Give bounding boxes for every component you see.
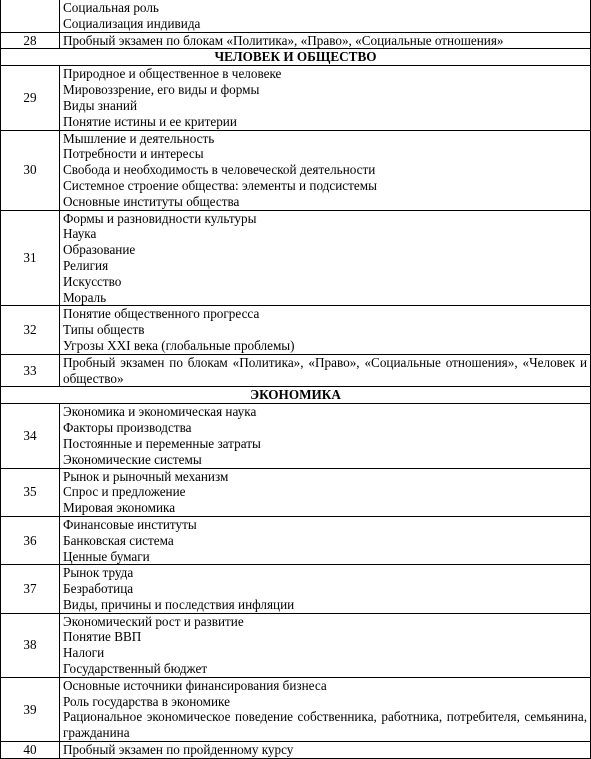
curriculum-table-body — [1, 0, 591, 758]
lesson-row — [1, 130, 591, 210]
topic-item: Религия — [63, 257, 109, 273]
lesson-row — [1, 516, 591, 564]
topic-item: Потребности и интересы — [63, 146, 204, 162]
topic-item: Основные институты общества — [63, 193, 240, 209]
topic-item: Понятие общественного прогресса — [63, 306, 260, 322]
lesson-number: 37 — [1, 565, 60, 613]
topic-item: Типы обществ — [63, 322, 145, 338]
topic-item: Системное строение общества: элементы и подсистемы — [63, 177, 377, 193]
topic-item: Роль государства в экономике — [63, 693, 230, 709]
topic-item: Экономический рост и развитие — [63, 613, 244, 629]
lesson-row — [1, 742, 591, 759]
topic-item: Понятие истины и ее критерии — [63, 113, 237, 129]
topic-item: Пробный экзамен по блокам «Политика», «Право», «Социальные отношения» — [63, 32, 504, 48]
lesson-row — [1, 0, 591, 32]
lesson-number: 30 — [1, 130, 60, 210]
topic-item: Экономические системы — [63, 451, 202, 467]
lesson-topics — [60, 32, 591, 49]
lesson-row — [1, 210, 591, 306]
lesson-row — [1, 66, 591, 130]
lesson-number: 32 — [1, 306, 60, 354]
topic-item: Наука — [63, 226, 97, 242]
section-header-row — [1, 49, 591, 66]
topic-item: Формы и разновидности культуры — [63, 210, 257, 226]
topic-item: Образование — [63, 242, 136, 258]
topic-item: Безработица — [63, 581, 134, 597]
topic-item: Мировая экономика — [63, 500, 176, 516]
lesson-number: 33 — [1, 354, 60, 387]
lesson-topics — [60, 613, 591, 677]
topic-item: Пробный экзамен по блокам «Политика», «Право», «Социальные отношения», «Человек и общество» — [63, 354, 587, 386]
lesson-topics — [60, 354, 591, 387]
lesson-topics — [60, 0, 591, 32]
topic-item: Спрос и предложение — [63, 484, 186, 500]
lesson-topics — [60, 565, 591, 613]
topic-item: Виды, причины и последствия инфляции — [63, 596, 295, 612]
section-header-row — [1, 387, 591, 404]
topic-item: Основные источники финансирования бизнеса — [63, 677, 327, 693]
section-title: ЭКОНОМИКА — [1, 387, 591, 404]
topic-item: Финансовые институты — [63, 516, 197, 532]
lesson-row — [1, 404, 591, 468]
lesson-number: 31 — [1, 210, 60, 306]
topic-item: Природное и общественное в человеке — [63, 66, 282, 82]
topic-item: Пробный экзамен по пройденному курсу — [63, 742, 294, 758]
topic-item: Мировоззрение, его виды и формы — [63, 82, 260, 98]
lesson-topics — [60, 306, 591, 354]
topic-item: Угрозы XXI века (глобальные проблемы) — [63, 337, 295, 353]
topic-item: Понятие ВВП — [63, 629, 142, 645]
topic-item: Ценные бумаги — [63, 548, 150, 564]
topic-item: Социальная роль — [63, 0, 159, 15]
lesson-row — [1, 32, 591, 49]
lesson-row — [1, 354, 591, 387]
topic-item: Мышление и деятельность — [63, 130, 215, 146]
lesson-row — [1, 613, 591, 677]
lesson-topics — [60, 404, 591, 468]
topic-item: Государственный бюджет — [63, 661, 208, 677]
lesson-row — [1, 468, 591, 516]
lesson-number: 39 — [1, 677, 60, 741]
lesson-topics — [60, 468, 591, 516]
lesson-number: 29 — [1, 66, 60, 130]
topic-item: Экономика и экономическая наука — [63, 404, 257, 420]
lesson-number: 28 — [1, 32, 60, 49]
lesson-number: 36 — [1, 516, 60, 564]
section-title: ЧЕЛОВЕК И ОБЩЕСТВО — [1, 49, 591, 66]
topic-item: Искусство — [63, 273, 122, 289]
topic-item: Факторы производства — [63, 420, 192, 436]
lesson-number: 34 — [1, 404, 60, 468]
topic-item: Рынок труда — [63, 565, 134, 581]
lesson-row — [1, 677, 591, 741]
lesson-row — [1, 565, 591, 613]
topic-item: Налоги — [63, 645, 105, 661]
lesson-topics — [60, 66, 591, 130]
lesson-topics — [60, 516, 591, 564]
topic-item: Мораль — [63, 289, 107, 305]
topic-item: Банковская система — [63, 532, 174, 548]
lesson-topics — [60, 130, 591, 210]
topic-item: Рынок и рыночный механизм — [63, 468, 229, 484]
lesson-topics — [60, 677, 591, 741]
lesson-number: 38 — [1, 613, 60, 677]
topic-item: Рациональное экономическое поведение собственника, работника, потребителя, семьянина, гражданина — [63, 709, 587, 741]
topic-item: Социализация индивида — [63, 15, 201, 31]
lesson-number: 35 — [1, 468, 60, 516]
lesson-topics — [60, 742, 591, 759]
topic-item: Свобода и необходимость в человеческой деятельности — [63, 162, 376, 178]
topic-item: Виды знаний — [63, 97, 138, 113]
topic-item: Постоянные и переменные затраты — [63, 435, 261, 451]
lesson-number: 40 — [1, 742, 60, 759]
lesson-number — [1, 0, 60, 32]
lesson-row — [1, 306, 591, 354]
lesson-topics — [60, 210, 591, 306]
